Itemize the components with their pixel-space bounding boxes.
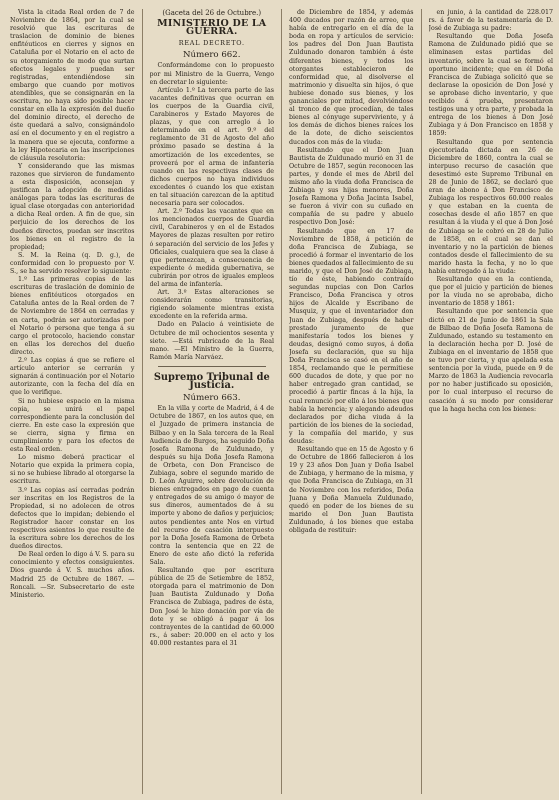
paragraph: S. M. la Reina (q. D. g.), de conformidad con lo propuesto por V. S., se ha servido resolver lo siguiente: (10, 251, 135, 275)
paragraph: Resultando que por escritura pública de 25 de Setiembre de 1852, otorgada para el matrimonio de Don Juan Bautista Zuldunado y Doña Francisca de Zubiaga, padres de ésta, Don José le hizo donación por vía de dote y se obligó á pagar á los contrayentes de la cantidad de 60.000 rs., á saber: 20.000 en el acto y los 40.000 restantes para el 31 (149, 567, 274, 647)
paragraph: Art. 2.º Todas las vacantes que en los mencionados cuerpos de Guardia civil, Carabineros y en el de Estados Mayores de plazas resulten por retiro ó separación del servicio de los Jefes y Oficiales, cualquiera que sea la clase á que pertenezcan, a consecuencia de expediente ó medida gubernativa, se cubrirán por otros de iguales empleos del arma de infantería. (149, 208, 274, 288)
column-1 (10, 9, 135, 794)
paragraph: de Diciembre de 1854, y además 400 ducados por razón de arreo, que había de entregarlo en el día de la boda en ropa y artículos de servicio: los padres del Don Juan Bautista Zuldunado donaron también á éste diferentes bienes, y todos los otorgantes establecieron de conformidad que, al disolverse el matrimonio y disuelta sin hijos, ó que hubiese donado sus bienes, y los gananciales por mitad, devolviéndose al tronco de que procedían, de tales bienes al cónyuge superviviente, y á los demás de dichos bienes raíces los de la dote, de dicho seiscientos ducados con más de la viuda: (289, 9, 414, 146)
paragraph: 1.º Las primeras copias de las escrituras de traslación de dominio de bienes enfitéuticos otorgados en Cataluña antes de la Real orden de 7 de Noviembre de 1864 en cerradas y en carta, podrán ser autorizadas por el Notario ó persona que tenga á su cargo el protocolo, haciendo constar en ellas los derechos del dueño directo. (10, 276, 135, 356)
column-rule (421, 9, 422, 794)
decree-number: Número 662. (183, 50, 241, 61)
column-2 (150, 9, 275, 794)
paragraph: Dado en Palacio á veintisiete de Octubre de mil ochocientos sesenta y siete. —Está rubricado de la Real mano. —El Ministro de la Guerra, Ramón María Narváez. (149, 321, 274, 361)
paragraph: Resultando que Doña Josefa Ramona de Zuldunado pidió que se eliminasen estas partidas del inventario, sobre la cual se formó el oportuno incidente; que en él Doña Francisca de Zubiaga solicitó que se declarase la oposición de Don José y se aprobase dicho inventario, y que recibido á prueba, presentaron testigos una y otra parte, y probada la entrega de los bienes á Don José Zubiaga y á Don Francisco en 1858 y 1859: (428, 33, 553, 138)
paragraph: Resultando que por sentencia ejecutoriada dictada en 26 de Diciembre de 1860, contra la cual se interpuso recurso de casación que desestimó este Supremo Tribunal en 28 de Junio de 1862, se declaró que eran de abono á Don Francisco de Zubiaga los respectivos 60.000 reales y que estaban en la cuenta de cosechas desde el año 1857 en que resultan á la viuda y el que á Don José de Zubiaga se le cobró en 28 de Julio de 1858, en el cual se dan el inventario y no la partición de bienes contados desde el fallecimiento de su marido hasta la fecha, y no lo que había entregado á la viuda: (428, 138, 553, 275)
paragraph: Artículo 1.º La tercera parte de las vacantes definitivas que ocurran en los cuerpos de la Guardia civil, Carabineros y Estado Mayores de plazas, y que con arreglo á lo determinado en el art. 9.º del reglamento de 31 de Agosto del año próximo pasado se destina á la amortización de los excedentes, se proveerá por el arma de infantería cuando en las respectivas clases de dichos cuerpos no haya individuos excedentes ó cuando los que existan en tal situación carezcan de la aptitud necesaria para ser colocados. (149, 86, 274, 208)
paragraph: Conformándome con lo propuesto por mi Ministro de la Guerra, Vengo en decretar lo siguiente: (149, 62, 274, 86)
column-rule (281, 9, 282, 794)
section-divider (158, 366, 267, 367)
paragraph: Resultando que en 17 de Noviembre de 1858, á petición de doña Francisca de Zubiaga, se procedió á formar el inventario de los bienes quedados al fallecimiento de su marido, y que el Don José de Zubiaga, tío de éste, habiendo contraído segundas nupcias con Don Carlos Francisco, Doña Francisca y otros hijos de Alcalde y Escribano de Musquiz, y que el inventariador don Juan de Zubiaga, después de haber prestado juramento de que manifestaría todos los bienes y deudas, designó como suyos, á doña Josefa su declaración, que su hija Doña Francisca se casó en el año de 1854, reclamando que le permitiese 600 ducados de dote, y que por no haber entregado gran cantidad, se procedió á partir fincas á la hija, la cual renunció por ello á los bienes que había la herencia; y alegando adeudos declarados por dicha viuda á la partición de los bienes de la sociedad, y la compañía del marido, y sus deudas: (289, 227, 414, 445)
court-heading: Supremo Tribunal de Justicia. (153, 371, 270, 392)
paragraph: Si no hubiese espacio en la misma copia, se unirá el papel correspondiente para la conclusión del cierre. En este caso la expresión que se cierra, signa y firma en cumplimiento y para los efectos de esta Real orden. (10, 397, 135, 454)
column-4 (429, 9, 554, 794)
paragraph: 3.º Las copias así cerradas podrán ser inscritas en los Registros de la Propiedad, si no adolecen de otros defectos que lo impidan; debiendo el Registrador hacer constar en los respectivos asientos lo que resulte de la escritura sobre los derechos de los dueños directos. (10, 486, 135, 551)
paragraph: 2.º Las copias á que se refiere el artículo anterior se cerrarán y signarán á continuación por el Notario autorizante, con la fecha del día en que lo verifique. (10, 357, 135, 397)
paragraph: Art. 3.º Estas alteraciones se considerarán como transitorias, rigiendo solamente mientras exista excedente en la referida arma. (149, 289, 274, 321)
ministry-heading: MINISTERIO DE LA GUERRA. (157, 18, 267, 38)
column-rule (142, 9, 143, 794)
paragraph: Resultando que por sentencia que dictó en 21 de Junio de 1861 la Sala de Bilbao de Doña Josefa Ramona de Zuldunado, estando su testamento en la declaración hecha por D. José de Zubiaga en el inventario de 1858 que se tuvo por cierta, y que apelada esta sentencia por la viuda, puede en 9 de Marzo de 1863 la Audiencia revocarla por no haber justificado su oposición, por lo cual interpuso el recurso de casación á su modo por considerar que la haga hecha con los bienes: (428, 308, 553, 413)
paragraph: Lo mismo deberá practicar el Notario que expida la primera copia, si no se hubiese librado al otorgarse la escritura. (10, 454, 135, 486)
paragraph: Y considerando que las mismas razones que sirvieron de fundamento a esta disposición, aconsejan y justifican la adopción de medidas análogas para todas las escrituras de igual clase otorgadas con anterioridad a dicha Real orden. A fin de que, sin perjuicio de los derechos de los dueños directos, puedan ser inscritos los bienes en el registro de la propiedad; (10, 162, 135, 251)
sentence-number: Número 663. (183, 393, 241, 404)
paragraph: en junio, á la cantidad de 228.017 rs. á favor de la testamentaría de D. José de Zubiaga su padre: (428, 9, 553, 33)
paragraph: En la villa y corte de Madrid, á 4 de Octubre de 1867, en los autos que, en el Juzgado de primera instancia de Bilbao y en la Sala tercera de la Real Audiencia de Burgos, ha seguido Doña Josefa Ramona de Zuldunado, y después su hija Doña Josefa Ramona de Orbeta, con Don Francisco de Zubiaga, sobre el segundo marido de D. León Aguirre, sobre devolución de bienes entregados en pago de cuenta y entregados de su amigo ó mayor de sus dineros, aumentados de á su importe y abono de daños y perjuicios; autos pendientes ante Nos en virtud del recurso de casación interpuesto por la Doña Josefa Ramona de Orbeta contra la sentencia que en 22 de Enero de este año dictó la referida Sala. (149, 405, 274, 566)
paragraph: De Real orden lo digo á V. S. para su conocimiento y efectos consiguientes. Dios guarde á V. S. muchos años. Madrid 25 de Octubre de 1867. —Roncali. —Sr. Subsecretario de este Ministerio. (10, 551, 135, 599)
paragraph: Resultando que en la contienda, que por el juicio y partición de bienes por la viuda no se aprobaba, dicho inventario de 1858 y 1861: (428, 276, 553, 308)
column-3 (289, 9, 414, 794)
gazette-date: (Gaceta del 26 de Octubre.) (162, 9, 262, 17)
paragraph: Resultando que el Don Juan Bautista de Zuldunado murió en 31 de Octubre de 1857, según reconocen las partes, y donde el mes de Abril del mismo año la viuda doña Francisca de Zubiaga y sus hijas menores, Doña Josefa Ramona y Doña Jacinta Isabel, se fueron á vivir con su cuñado en compañía de su padre y abuelo respectivo Don José: (289, 146, 414, 227)
paragraph: Vista la citada Real orden de 7 de Noviembre de 1864, por la cual se resolvió que las escrituras de traslacion de dominio de bienes enfitéuticos en cierres y signos en Cataluña por el Notario en el acto de su otorgamiento de modo que surtan efectos legales y puedan ser registradas, entendiéndose sin embargo que cuando por motivos atendibles, que se consignarán en la escritura, no haya sido posible hacer constar en ella la expresión del dueño del dominio directo, el derecho de éste quedará a salvo, consignándolo así en el documento y en el registro a la manera que se ejecuta, conforme a la ley Hipotecaria en las inscripciones de cláusula resolutoria: (10, 9, 135, 162)
decree-label: REAL DECRETO. (178, 39, 245, 48)
paragraph: Resultando que en 15 de Agosto y 6 de Octubre de 1866 fallecieron á los 19 y 23 años Don Juan y Doña Isabel de Zubiaga, y hermano de la misma, y que Doña Francisca de Zubiaga, en 31 de Noviembre con los referidos, Doña Juana y Doña Manuela Zuldunado, quedó en poder de los bienes de su marido el Don Juan Bautista Zuldunado, á los bienes que estaba obligada de restituir: (289, 446, 414, 534)
